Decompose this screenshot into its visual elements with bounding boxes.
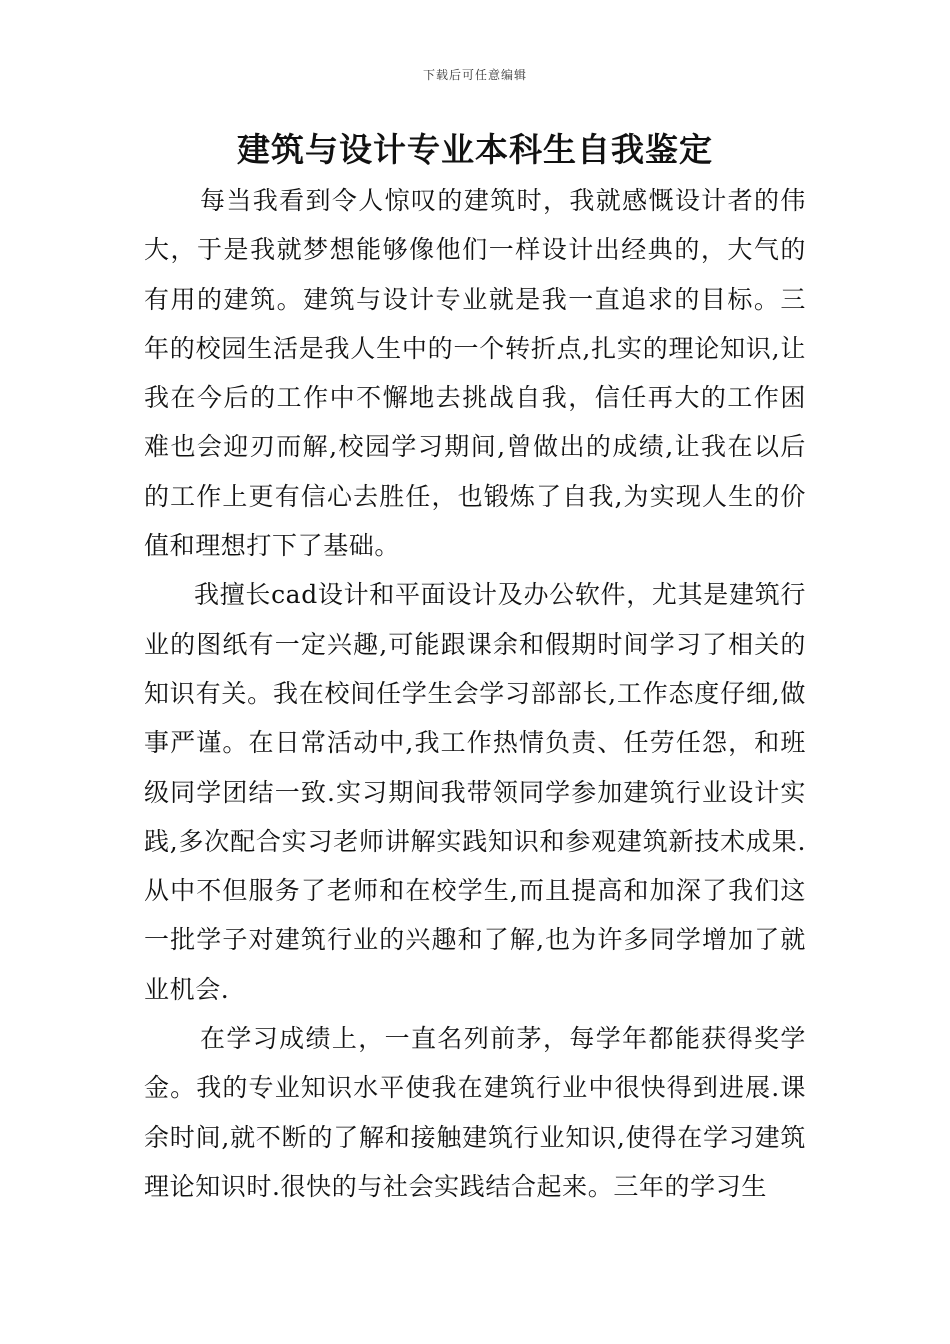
paragraph: 我擅长cad设计和平面设计及办公软件，尤其是建筑行业的图纸有一定兴趣,可能跟课余和假期时间学习了相关的知识有关。我在校间任学生会学习部部长,工作态度仔细,做事严谨。在日常活动中,我工作热情负责、任劳任怨，和班级同学团结一致.实习期间我带领同学参加建筑行业设计实践,多次配合实习老师讲解实践知识和参观建筑新技术成果.从中不但服务了老师和在校学生,而且提高和加深了我们这一批学子对建筑行业的兴趣和了解,也为许多同学增加了就业机会. [144, 580, 806, 1004]
document-title: 建筑与设计专业本科生自我鉴定 [237, 130, 713, 169]
paragraph: 每当我看到令人惊叹的建筑时，我就感慨设计者的伟大，于是我就梦想能够像他们一样设计出经典的，大气的有用的建筑。建筑与设计专业就是我一直追求的目标。三年的校园生活是我人生中的一个转折点,扎实的理论知识,让我在今后的工作中不懈地去挑战自我，信任再大的工作困难也会迎刃而解,校园学习期间,曾做出的成绩,让我在以后的工作上更有信心去胜任，也锻炼了自我,为实现人生的价值和理想打下了基础。 [144, 186, 806, 561]
paragraph: 在学习成绩上，一直名列前茅，每学年都能获得奖学金。我的专业知识水平使我在建筑行业中很快得到进展.课余时间,就不断的了解和接触建筑行业知识,使得在学习建筑理论知识时.很快的与社会实践结合起来。三年的学习生 [144, 1024, 806, 1201]
document-body [144, 176, 806, 1211]
header-note: 下载后可任意编辑 [422, 68, 527, 82]
